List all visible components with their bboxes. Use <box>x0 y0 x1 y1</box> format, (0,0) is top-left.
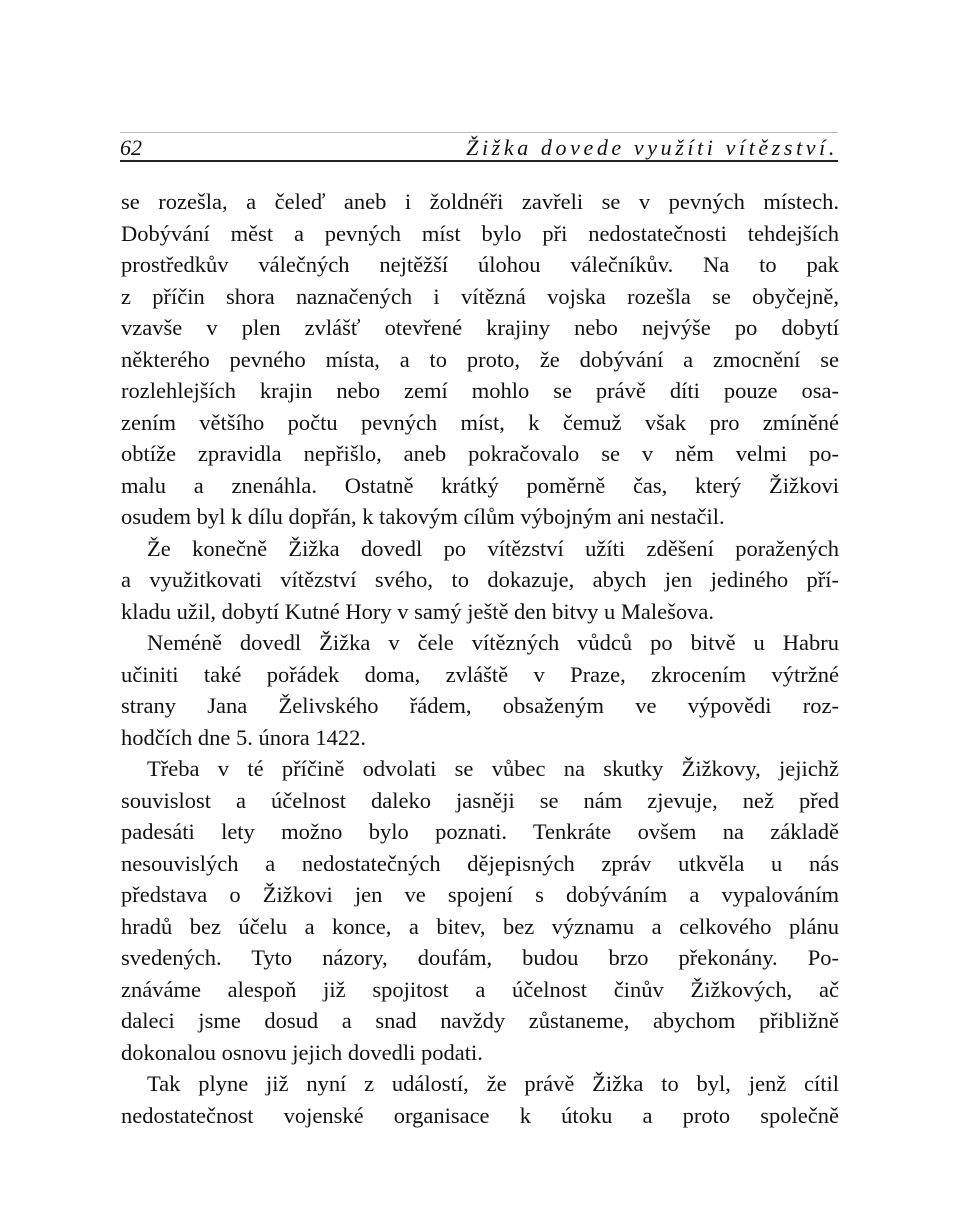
text-line: se rozešla, a čeleď aneb i žoldnéři zavřeli se v pevných místech. <box>121 189 839 214</box>
text-line: z příčin shora naznačených i vítězná vojska rozešla se obyčejně, <box>121 283 839 309</box>
text-line: znáváme alespoň již spojitost a účelnost činův Žižkových, ač <box>121 976 839 1002</box>
text-line: nedostatečnost vojenské organisace k útoku a proto společně <box>121 1102 839 1128</box>
paragraph-first-line: Že konečně Žižka dovedl po vítězství užíti zděšení poražených <box>147 535 839 561</box>
text-line: zením většího počtu pevných míst, k čemuž však pro zmíněné <box>121 409 839 435</box>
text-line: svedených. Tyto názory, doufám, budou brzo překonány. Po- <box>121 945 839 970</box>
text-line: učiniti také pořádek doma, zvláště v Praze, zkrocením výtržné <box>121 661 839 687</box>
paragraph-first-line: Tak plyne již nyní z událostí, že právě Žižka to byl, jenž cítil <box>147 1071 839 1096</box>
header-top-rule <box>120 132 838 133</box>
text-line: vzavše v plen zvlášť otevřené krajiny nebo nejvýše po dobytí <box>121 315 839 340</box>
text-line: souvislost a účelnost daleko jasněji se nám zjevuje, než před <box>121 787 839 813</box>
text-line: osudem byl k dílu dopřán, k takovým cílům výbojným ani nestačil. <box>121 504 725 529</box>
page-number: 62 <box>120 135 142 160</box>
paragraph-first-line: Třeba v té příčině odvolati se vůbec na skutky Žižkovy, jejichž <box>147 756 839 781</box>
text-line: prostředkův válečných nejtěžší úlohou válečníkův. Na to pak <box>121 252 839 277</box>
paragraph-first-line: Neméně dovedl Žižka v čele vítězných vůdců po bitvě u Habru <box>147 630 839 655</box>
running-title: Žižka dovede využíti vítězství. <box>466 135 838 160</box>
text-line: hodčích dne 5. února 1422. <box>121 724 366 750</box>
body-text <box>121 186 839 1131</box>
text-line: obtíže zpravidla nepřišlo, aneb pokračovalo se v něm velmi po- <box>121 441 839 466</box>
text-line: dokonalou osnovu jejich dovedli podati. <box>121 1039 483 1065</box>
text-line: kladu užil, dobytí Kutné Hory v samý ještě den bitvy u Malešova. <box>121 598 715 624</box>
text-line: představa o Žižkovi jen ve spojení s dobýváním a vypalováním <box>121 882 839 907</box>
text-line: a využitkovati vítězství svého, to dokazuje, abych jen jediného pří- <box>121 567 839 592</box>
text-line: malu a znenáhla. Ostatně krátký poměrně čas, který Žižkovi <box>121 472 839 498</box>
page-header <box>120 128 838 160</box>
text-line: rozlehlejších krajin nebo zemí mohlo se právě díti pouze osa- <box>121 378 839 403</box>
text-line: nesouvislých a nedostatečných dějepisných zpráv utkvěla u nás <box>121 850 839 876</box>
text-line: padesáti lety možno bylo poznati. Tenkráte ovšem na základě <box>121 819 839 844</box>
text-line: strany Jana Želivského řádem, obsaženým ve výpovědi roz- <box>121 693 839 718</box>
text-line: daleci jsme dosud a snad navždy zůstaneme, abychom přibližně <box>121 1008 839 1033</box>
text-line: některého pevného místa, a to proto, že dobývání a zmocnění se <box>121 346 839 372</box>
text-line: Dobývání měst a pevných míst bylo při nedostatečnosti tehdejších <box>121 220 839 246</box>
header-rule <box>120 160 838 162</box>
text-line: hradů bez účelu a konce, a bitev, bez významu a celkového plánu <box>121 913 839 939</box>
